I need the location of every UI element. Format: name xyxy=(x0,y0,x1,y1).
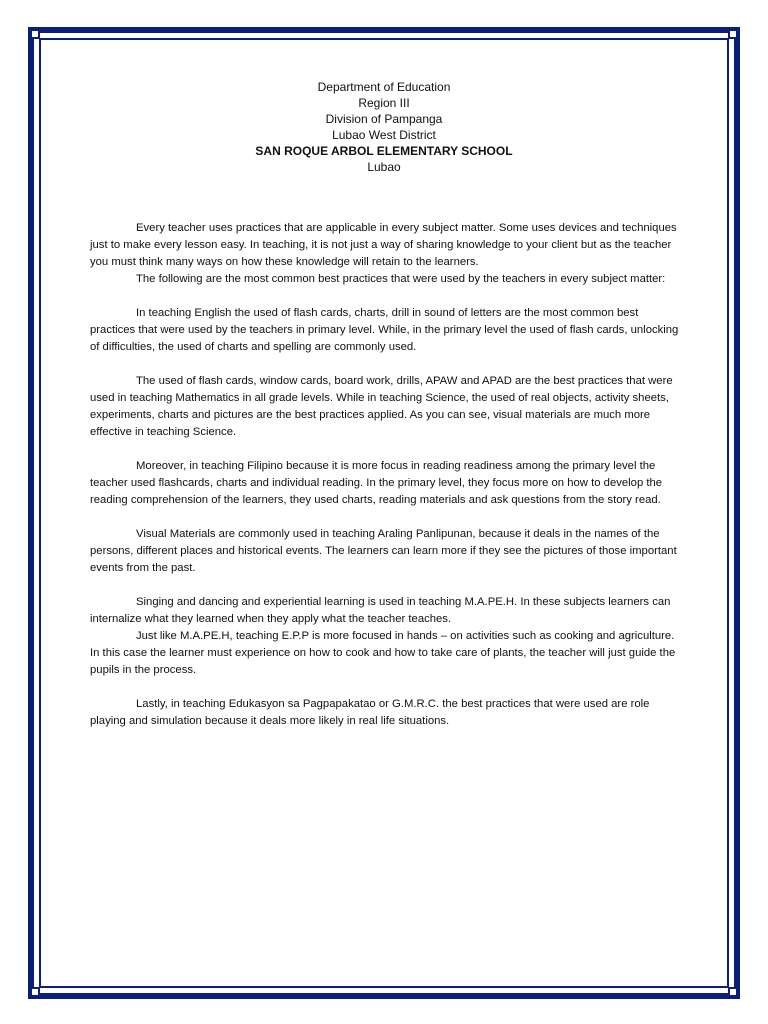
town-line: Lubao xyxy=(367,160,401,174)
paragraph-math-science: The used of flash cards, window cards, board work, drills, APAW and APAD are the best practices that were used in teaching Mathematics in all grade levels. While in teaching Science, the used of real objects, activity sheets, experiments, charts and pictures are the best practices applied. As you can see, visual materials are much more effective in teaching Science. xyxy=(90,375,673,438)
school-name: SAN ROQUE ARBOL ELEMENTARY SCHOOL xyxy=(255,144,513,158)
paragraph-araling-panlipunan: Visual Materials are commonly used in teaching Araling Panlipunan, because it deals in the names of the persons, different places and historical events. The learners can learn more if they see the pictures of those important events from the past. xyxy=(90,528,677,574)
paragraph-esp-gmrc: Lastly, in teaching Edukasyon sa Pagpapakatao or G.M.R.C. the best practices that were used are role playing and simulation because it deals more likely in real life situations. xyxy=(90,698,650,727)
border-corner-bottom-left xyxy=(30,987,40,997)
border-corner-top-right xyxy=(728,29,738,39)
paragraph-epp: Just like M.A.PE.H, teaching E.P.P is more focused in hands – on activities such as cooking and agriculture. In this case the learner must experience on how to cook and how to take care of plants, the teacher will just guide the pupils in the process. xyxy=(90,630,676,676)
paragraph-english: In teaching English the used of flash cards, charts, drill in sound of letters are the most common best practices that were used by the teachers in primary level. While, in the primary level the used of flash cards, unlocking of difficulties, the used of charts and spelling are commonly used. xyxy=(90,307,679,353)
paragraph-filipino: Moreover, in teaching Filipino because it is more focus in reading readiness among the primary level the teacher used flashcards, charts and individual reading. In the primary level, they focus more on how to develop the reading comprehension of the learners, they used charts, reading materials and ask questions from the story read. xyxy=(90,460,663,506)
border-corner-bottom-right xyxy=(728,987,738,997)
district-line: Lubao West District xyxy=(332,128,436,142)
department-line: Department of Education xyxy=(317,80,451,94)
border-corner-top-left xyxy=(30,29,40,39)
region-line: Region III xyxy=(358,96,410,110)
paragraph-list-intro: The following are the most common best practices that were used by the teachers in every subject matter: xyxy=(136,273,666,285)
document-body xyxy=(90,220,680,730)
letterhead xyxy=(0,79,768,175)
division-line: Division of Pampanga xyxy=(325,112,443,126)
paragraph-mapeh: Singing and dancing and experiential learning is used in teaching M.A.PE.H. In these subjects learners can internalize what they learned when they apply what the teacher teaches. xyxy=(90,596,671,625)
paragraph-intro: Every teacher uses practices that are applicable in every subject matter. Some uses devices and techniques just to make every lesson easy. In teaching, it is not just a way of sharing knowledge to your client but as the teacher you must think many ways on how these knowledge will retain to the learners. xyxy=(90,222,677,268)
